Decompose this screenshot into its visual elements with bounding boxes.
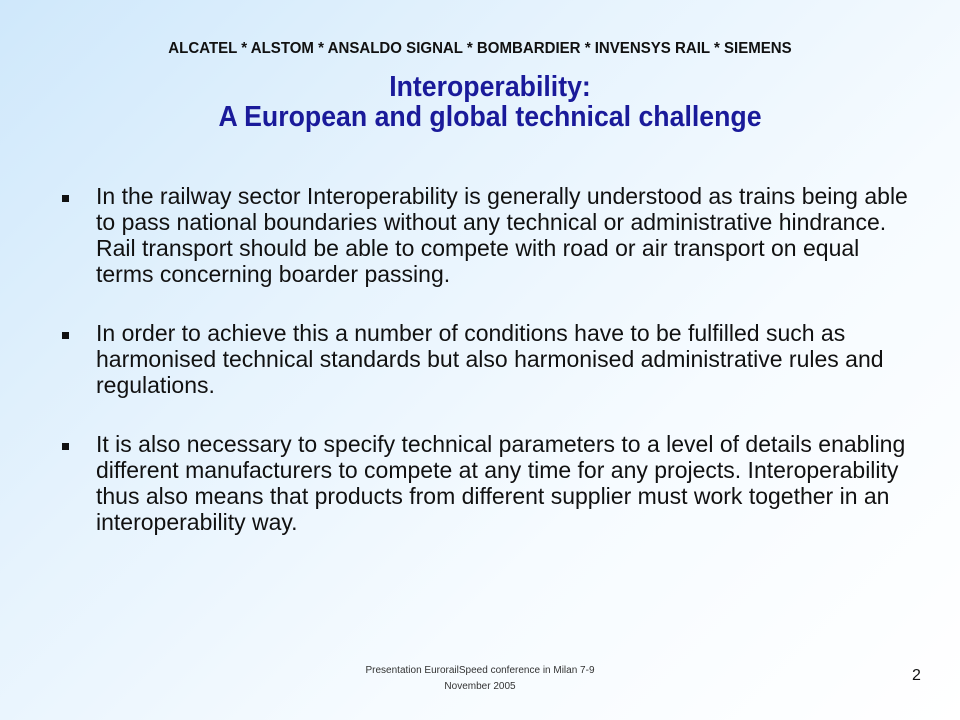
bullet-item	[60, 183, 920, 287]
slide-title-line1: Interoperability:	[389, 71, 591, 103]
footer-line2: November 2005	[444, 681, 516, 692]
square-bullet-icon	[62, 332, 69, 339]
bullet-item	[60, 320, 920, 398]
bullet-list	[60, 183, 920, 568]
bullet-text: In the railway sector Interoperability is generally understood as trains being able to pass national boundaries without any technical or administrative hindrance. Rail transport should be able to compete with road or air transport on equal terms concerning boarder passing.	[96, 183, 908, 287]
page-number: 2	[912, 667, 921, 684]
companies-header: ALCATEL * ALSTOM * ANSALDO SIGNAL * BOMBARDIER * INVENSYS RAIL * SIEMENS	[168, 40, 792, 57]
bullet-item	[60, 431, 920, 535]
bullet-text: In order to achieve this a number of conditions have to be fulfilled such as harmonised technical standards but also harmonised administrative rules and regulations.	[96, 320, 884, 398]
square-bullet-icon	[62, 195, 69, 202]
footer-line1: Presentation EurorailSpeed conference in Milan 7-9	[365, 665, 595, 676]
footer-caption	[0, 663, 960, 695]
square-bullet-icon	[62, 443, 69, 450]
slide-title-line2: A European and global technical challenge	[218, 101, 762, 133]
slide-title	[0, 72, 960, 132]
bullet-text: It is also necessary to specify technical parameters to a level of details enabling different manufacturers to compete at any time for any projects. Interoperability thus also means that products from different supplier must work together in an interoperability way.	[96, 431, 906, 535]
